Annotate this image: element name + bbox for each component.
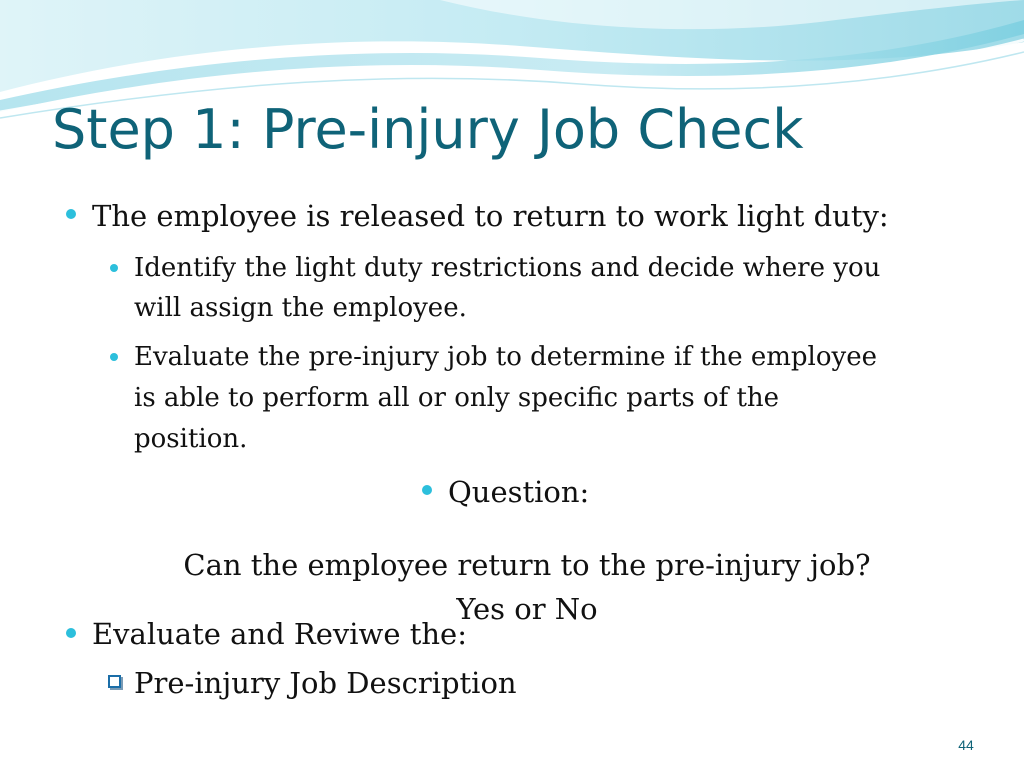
sub-bullet-identify-line-2: will assign the employee. (134, 293, 467, 323)
sub-bullet-identify-line-1: Identify the light duty restrictions and decide where you (134, 253, 881, 283)
sub-bullet-dot (110, 353, 118, 361)
sub-bullet-evaluate-line-2: is able to perform all or only specific parts of the (134, 383, 780, 413)
question-answer-options: Yes or No (456, 592, 598, 626)
question-label: Question: (448, 475, 590, 509)
bullet-dot (66, 628, 76, 638)
sub-bullet-evaluate-line-1: Evaluate the pre-injury job to determine if the employee (134, 342, 877, 372)
bullet-dot (66, 209, 76, 219)
bullet-text-released: The employee is released to return to work light duty: (92, 199, 889, 233)
sub-bullet-evaluate-line-3: position. (134, 424, 248, 454)
bullet-dot (422, 485, 432, 495)
checkbox-bullet-icon (108, 675, 121, 688)
sub-bullet-dot (110, 264, 118, 272)
page-number: 44 (958, 737, 974, 753)
question-text: Can the employee return to the pre-injury job? (183, 548, 871, 582)
slide-title: Step 1: Pre-injury Job Check (52, 98, 804, 161)
review-item-job-description: Pre-injury Job Description (134, 666, 517, 700)
bullet-text-evaluate-review: Evaluate and Reviwe the: (92, 617, 467, 651)
